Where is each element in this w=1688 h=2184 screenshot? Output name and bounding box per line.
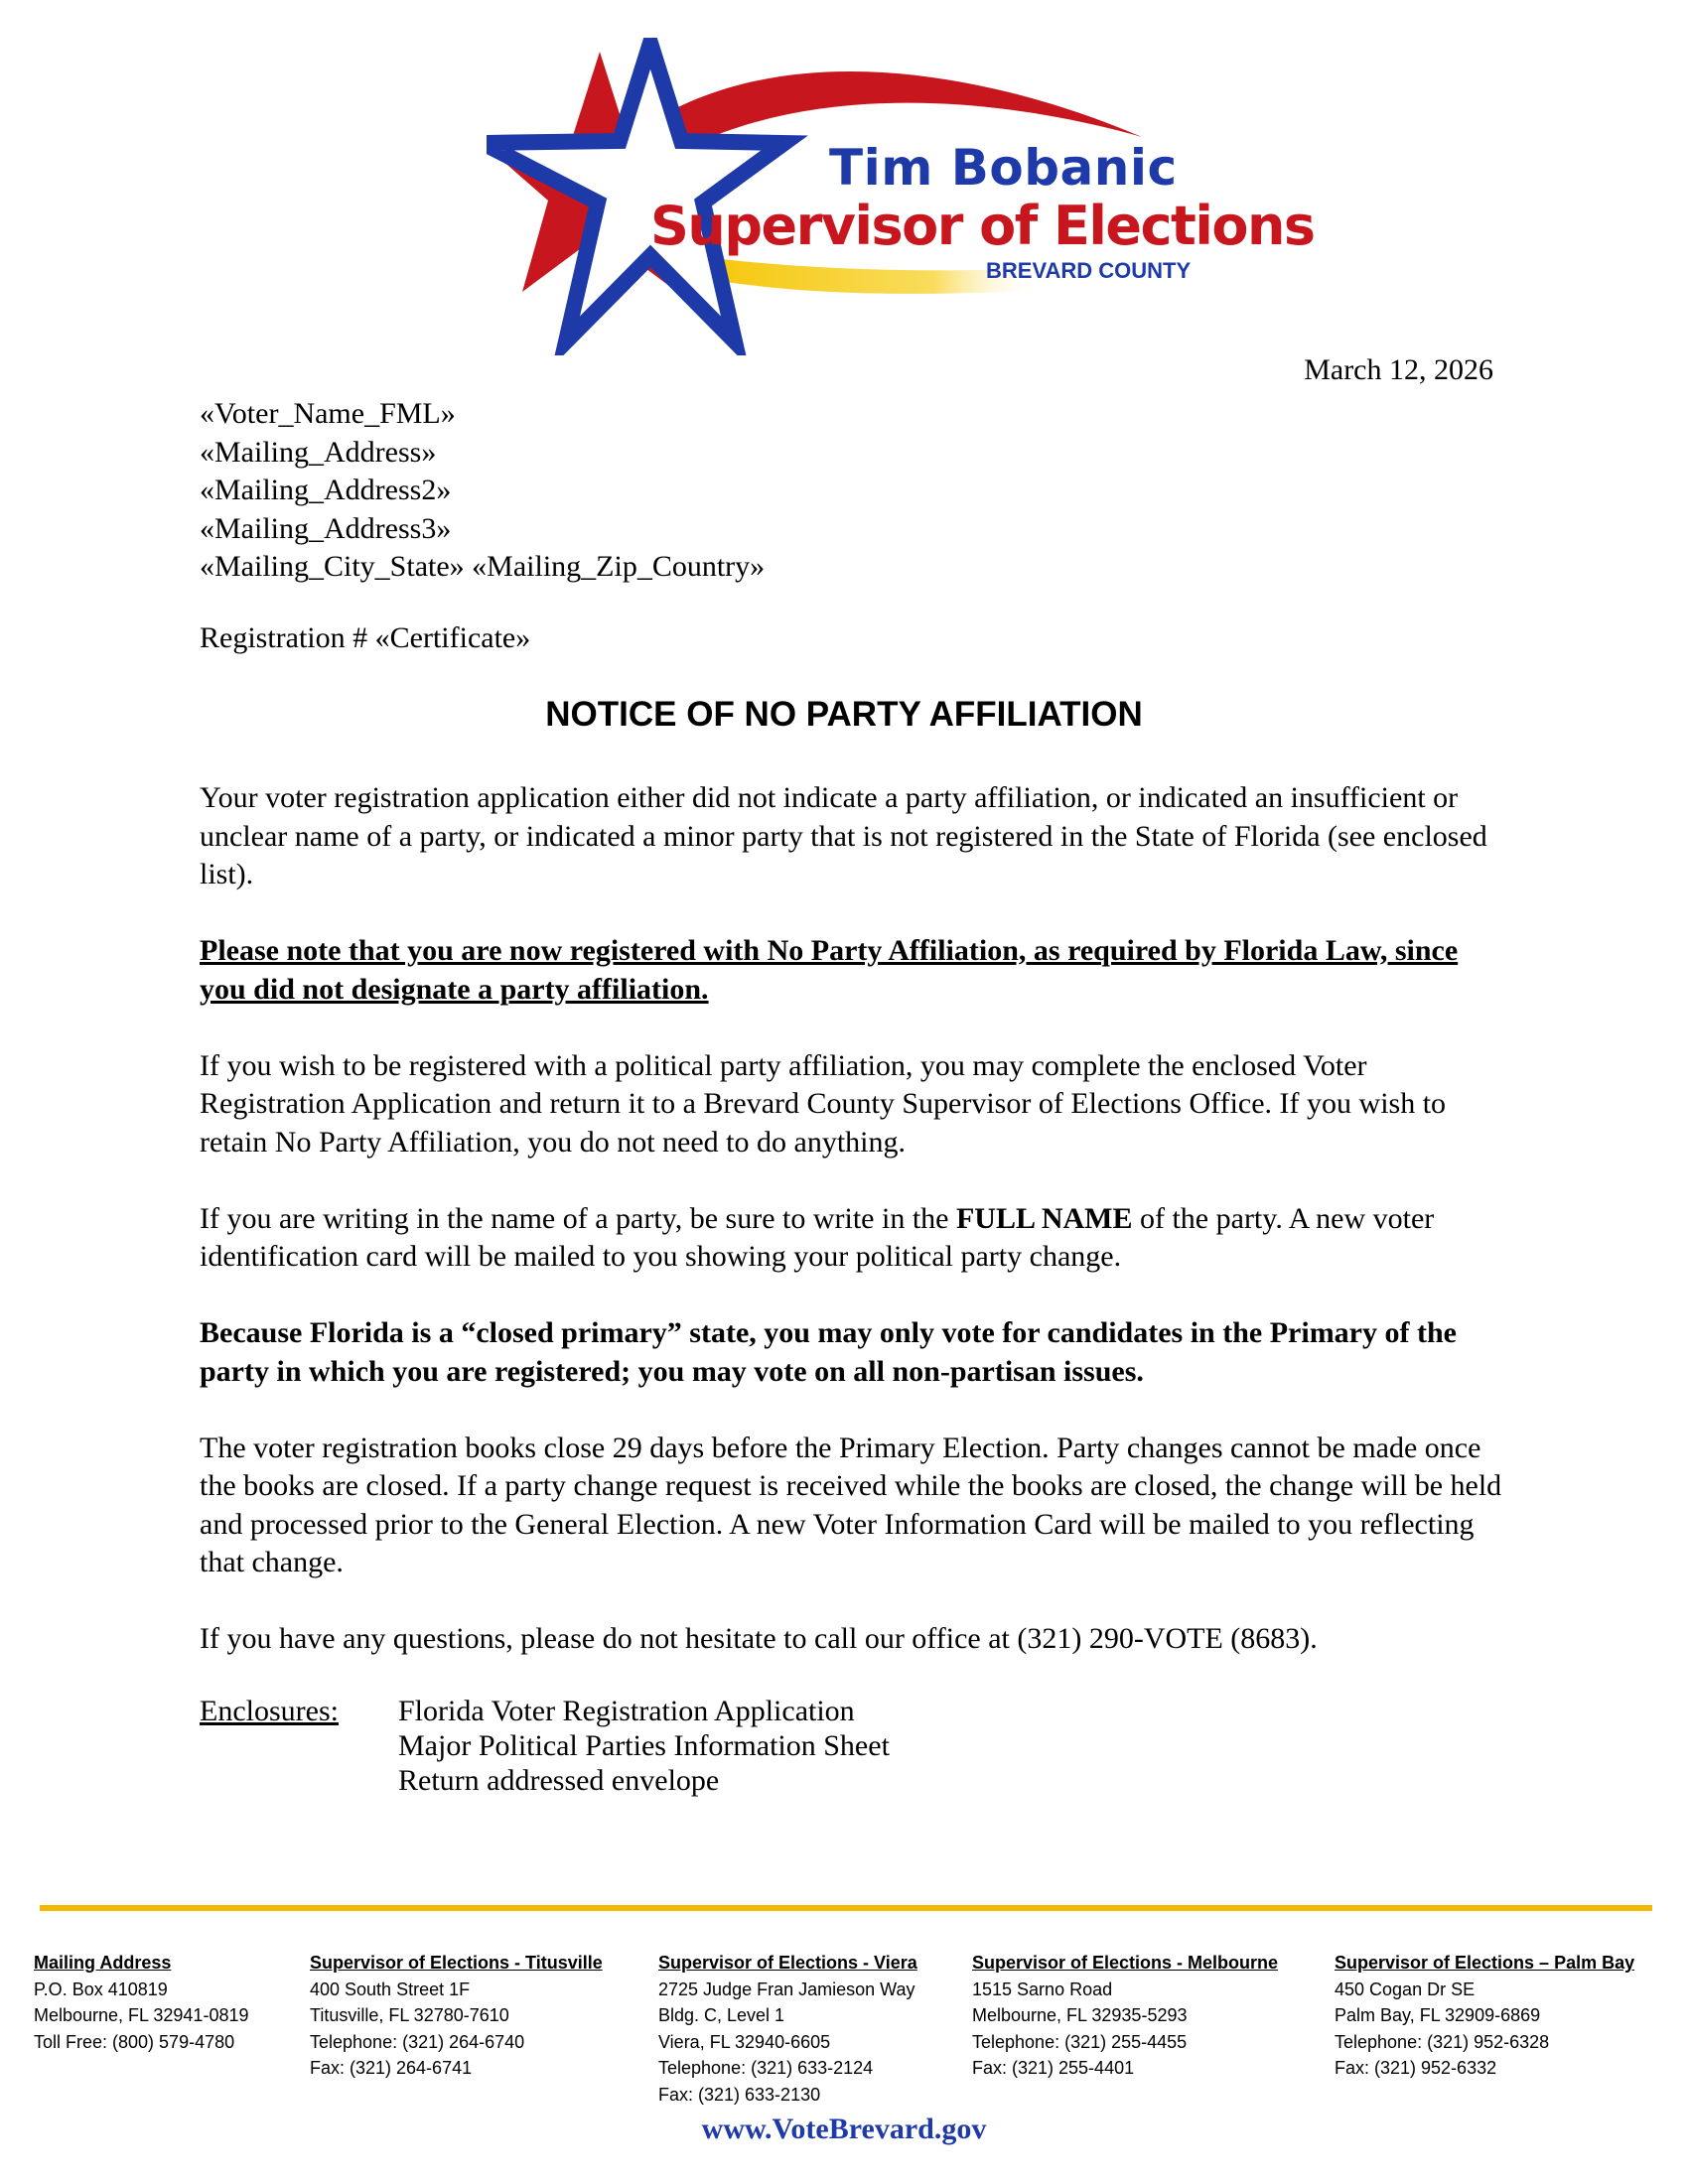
footer-heading: Mailing Address xyxy=(34,1953,172,1973)
notice-heading: NOTICE OF NO PARTY AFFILIATION xyxy=(545,695,1143,734)
footer-line: 2725 Judge Fran Jamieson Way xyxy=(658,1979,915,1999)
logo xyxy=(487,38,1315,355)
footer-column-mailing xyxy=(34,1950,248,2055)
p4-text-before: If you are writing in the name of a party, be sure to write in the xyxy=(200,1201,956,1235)
letter-date: March 12, 2026 xyxy=(1304,353,1493,386)
address-line: «Mailing_City_State» «Mailing_Zip_Country» xyxy=(200,550,766,583)
footer-line: Fax: (321) 952-6332 xyxy=(1335,2058,1497,2078)
paragraph-closed-primary: Because Florida is a “closed primary” state, you may only vote for candidates in the Primary of the party in which you are registered; you may vote on all non-partisan issues. xyxy=(200,1316,1457,1388)
footer-line: 450 Cogan Dr SE xyxy=(1335,1979,1476,1999)
paragraph-intro: Your voter registration application either did not indicate a party affiliation, or indicated an insufficient or unclear name of a party, or indicated a minor party that is not registered in the State of Florida (see enclosed list). xyxy=(200,781,1487,890)
footer-line: Bldg. C, Level 1 xyxy=(658,2005,785,2025)
footer-line: Viera, FL 32940-6605 xyxy=(658,2031,831,2052)
enclosures-label: Enclosures: xyxy=(200,1695,339,1727)
enclosures-list xyxy=(398,1694,890,1798)
footer-line: Melbourne, FL 32935-5293 xyxy=(972,2005,1188,2025)
recipient-address xyxy=(200,395,765,587)
footer-line: Telephone: (321) 255-4455 xyxy=(972,2031,1188,2052)
footer-heading: Supervisor of Elections - Viera xyxy=(658,1953,917,1973)
paragraph-contact: If you have any questions, please do not hesitate to call our office at (321) 290-VOTE (8683). xyxy=(200,1622,1318,1655)
footer-line: Telephone: (321) 633-2124 xyxy=(658,2058,874,2078)
footer-column-melbourne xyxy=(972,1950,1278,2082)
footer-heading: Supervisor of Elections – Palm Bay xyxy=(1335,1953,1635,1973)
paragraph-books-close: The voter registration books close 29 days before the Primary Election. Party changes cannot be made once the books are closed. If a party change request is received while the books are closed, the change will be held and processed prior to the General Election. A new Voter Information Card will be mailed to you reflecting that change. xyxy=(200,1431,1502,1578)
footer-divider xyxy=(40,1905,1652,1911)
address-line: «Mailing_Address» xyxy=(200,435,437,469)
footer-line: 1515 Sarno Road xyxy=(972,1979,1113,1999)
address-line: «Mailing_Address2» xyxy=(200,474,452,506)
address-line: «Voter_Name_FML» xyxy=(200,397,456,430)
footer-line: Telephone: (321) 264-6740 xyxy=(310,2031,525,2052)
footer-line: Fax: (321) 255-4401 xyxy=(972,2058,1135,2078)
logo-name: Tim Bobanic xyxy=(829,139,1178,197)
footer-column-viera xyxy=(658,1950,917,2108)
registration-number: Registration # «Certificate» xyxy=(200,621,531,654)
logo-county: BREVARD COUNTY xyxy=(986,258,1192,283)
paragraph-notice: Please note that you are now registered with No Party Affiliation, as required by Florida Law, since you did not designate a party affiliation. xyxy=(200,934,1459,1006)
footer-line: Toll Free: (800) 579-4780 xyxy=(34,2031,235,2052)
footer-line: Melbourne, FL 32941-0819 xyxy=(34,2005,249,2025)
enclosure-item: Return addressed envelope xyxy=(398,1764,720,1797)
footer-column-palm-bay xyxy=(1335,1950,1634,2082)
footer-line: Palm Bay, FL 32909-6869 xyxy=(1335,2005,1541,2025)
letter-body xyxy=(200,779,1510,1697)
footer-heading: Supervisor of Elections - Titusville xyxy=(310,1953,603,1973)
address-line: «Mailing_Address3» xyxy=(200,511,452,545)
website-link[interactable]: www.VoteBrevard.gov xyxy=(701,2113,987,2145)
p4-full-name-bold: FULL NAME xyxy=(955,1201,1133,1235)
footer-line: Telephone: (321) 952-6328 xyxy=(1335,2031,1550,2052)
footer-line: Titusville, FL 32780-7610 xyxy=(310,2005,509,2025)
paragraph-full-name xyxy=(200,1200,1510,1277)
enclosure-item: Florida Voter Registration Application xyxy=(398,1695,855,1727)
enclosure-item: Major Political Parties Information Sheet xyxy=(398,1729,890,1762)
footer-heading: Supervisor of Elections - Melbourne xyxy=(972,1953,1279,1973)
footer-column-titusville xyxy=(310,1950,603,2082)
footer-line: 400 South Street 1F xyxy=(310,1979,471,1999)
paragraph-register-option: If you wish to be registered with a political party affiliation, you may complete the enclosed Voter Registration Application and return it to a Brevard County Supervisor of Elections Office. If you wish to retain No Party Affiliation, you do not need to do anything. xyxy=(200,1048,1447,1159)
footer-line: Fax: (321) 633-2130 xyxy=(658,2084,821,2105)
p4-text-after: of the party. A new voter identification card will be mailed to you showing your political party change. xyxy=(200,1201,1435,1273)
footer-line: P.O. Box 410819 xyxy=(34,1979,168,1999)
logo-title: Supervisor of Elections xyxy=(650,195,1315,257)
footer-line: Fax: (321) 264-6741 xyxy=(310,2058,473,2078)
